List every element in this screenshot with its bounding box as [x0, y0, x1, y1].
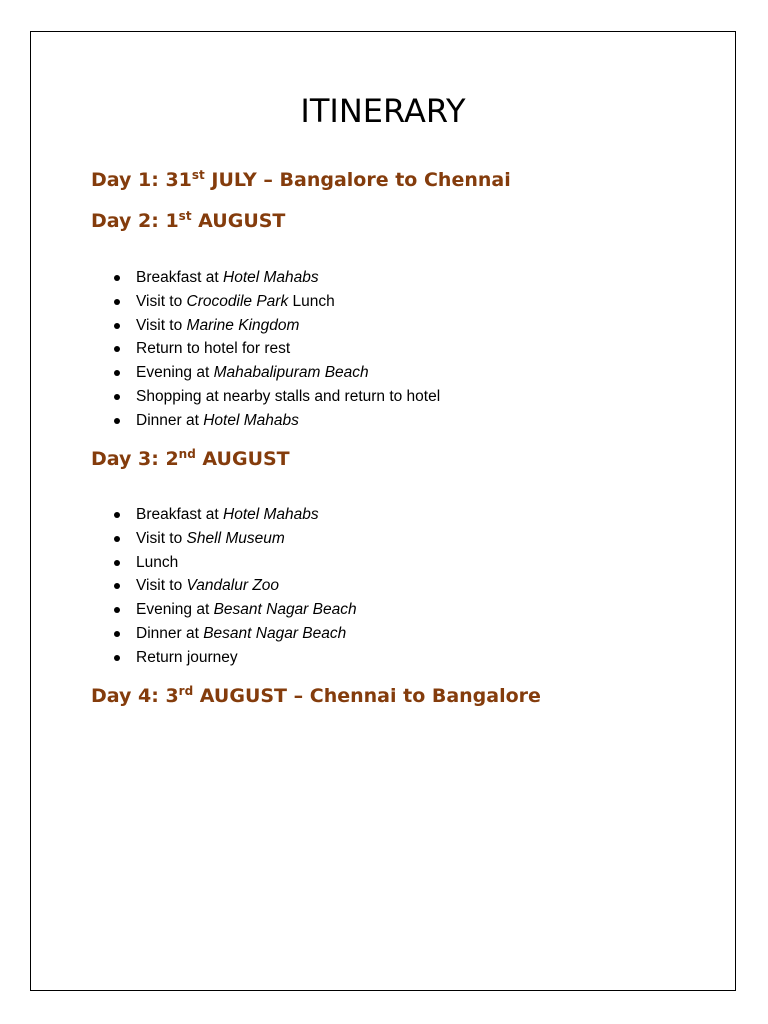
day-3-heading — [91, 448, 290, 471]
day-4-heading — [91, 685, 541, 708]
day-3-activity-list — [91, 503, 357, 670]
day-4-title: AUGUST – Chennai to Bangalore — [193, 685, 541, 707]
day-3-ordinal: nd — [178, 447, 196, 461]
day-1-heading — [91, 169, 511, 192]
list-item: Evening at Besant Nagar Beach — [91, 598, 357, 622]
day-2-activity-list — [91, 266, 440, 433]
day-4-ordinal: rd — [178, 684, 194, 698]
day-4-label: Day 4: 3 — [91, 685, 179, 707]
day-2-title: AUGUST — [191, 210, 286, 232]
list-item: Visit to Crocodile Park Lunch — [91, 290, 440, 314]
day-1-ordinal: st — [191, 168, 205, 182]
day-1-title: JULY – Bangalore to Chennai — [204, 169, 511, 191]
list-item: Visit to Vandalur Zoo — [91, 574, 357, 598]
list-item: Visit to Shell Museum — [91, 527, 357, 551]
list-item: Return to hotel for rest — [91, 337, 440, 361]
day-2-label: Day 2: 1 — [91, 210, 179, 232]
day-1-label: Day 1: 31 — [91, 169, 192, 191]
day-3-label: Day 3: 2 — [91, 448, 179, 470]
document-page — [30, 31, 736, 991]
document-title: ITINERARY — [300, 92, 466, 130]
day-2-heading — [91, 210, 285, 233]
list-item: Dinner at Besant Nagar Beach — [91, 622, 357, 646]
day-2-ordinal: st — [178, 209, 192, 223]
list-item: Evening at Mahabalipuram Beach — [91, 361, 440, 385]
list-item: Dinner at Hotel Mahabs — [91, 409, 440, 433]
list-item: Lunch — [91, 551, 357, 575]
list-item: Return journey — [91, 646, 357, 670]
day-3-title: AUGUST — [195, 448, 290, 470]
list-item: Breakfast at Hotel Mahabs — [91, 503, 357, 527]
list-item: Visit to Marine Kingdom — [91, 314, 440, 338]
list-item: Breakfast at Hotel Mahabs — [91, 266, 440, 290]
list-item: Shopping at nearby stalls and return to hotel — [91, 385, 440, 409]
